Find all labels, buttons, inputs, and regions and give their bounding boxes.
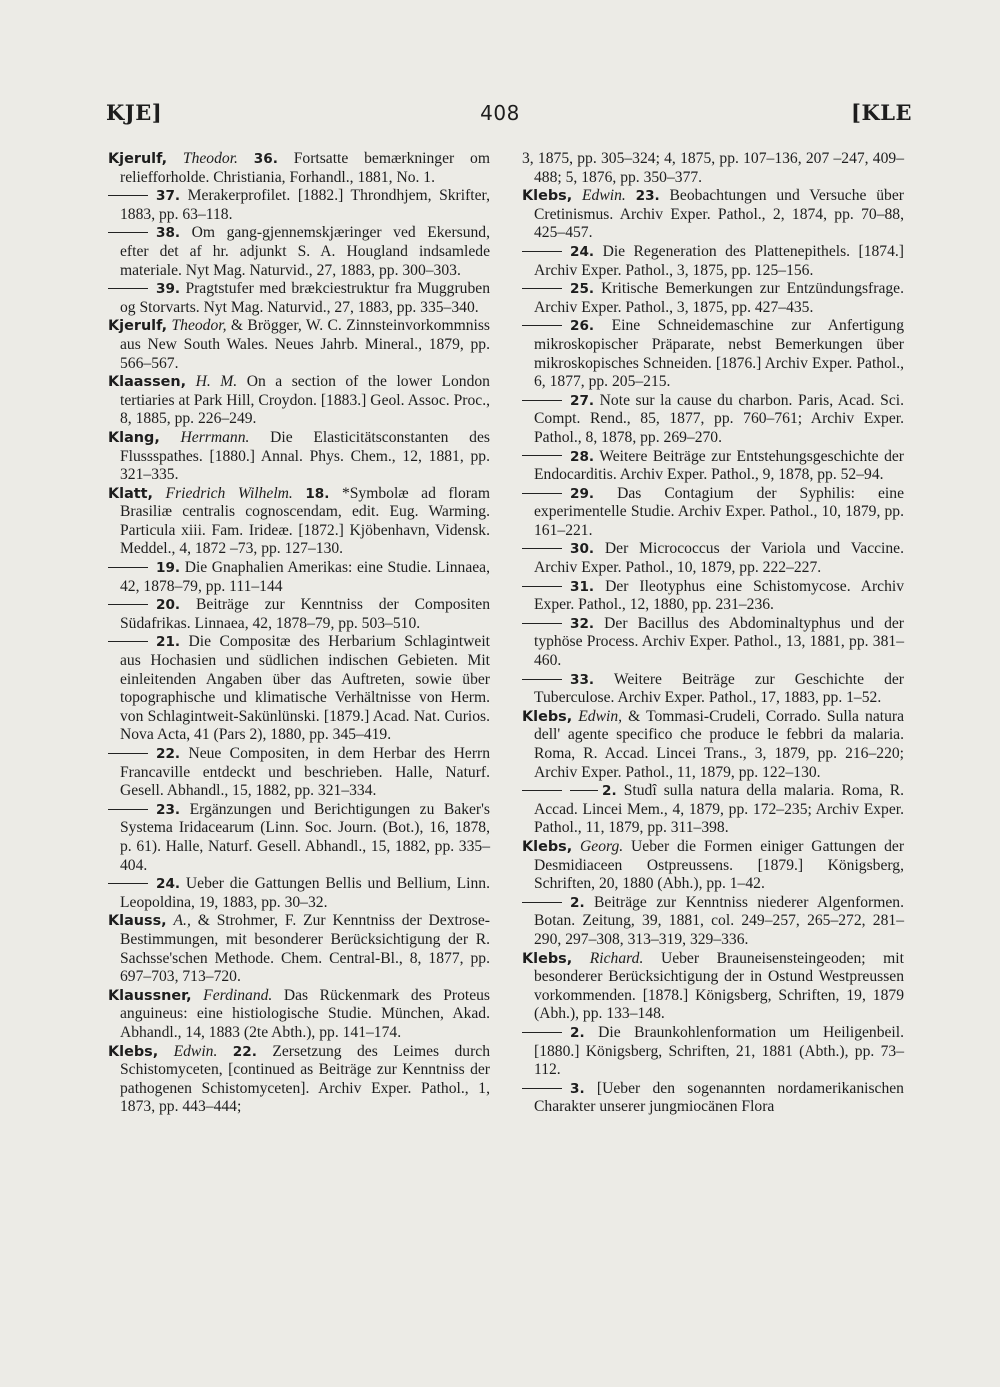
bibliography-entry — [522, 317, 904, 391]
entry-text: Fortsatte bemærkninger om reliefforholde. Christiania, Forhandl., 1881, No. 1. — [120, 150, 490, 186]
bibliography-entry — [522, 150, 904, 187]
author-given-name: Ferdinand. — [203, 986, 273, 1004]
bibliography-entry — [108, 317, 490, 373]
entry-number: 27. — [570, 392, 595, 409]
author-given-name: A., — [173, 912, 191, 930]
bibliography-entry — [108, 596, 490, 633]
author-given-name: Edwin. — [173, 1042, 218, 1060]
bibliography-entry — [108, 485, 490, 559]
bibliography-entry — [108, 875, 490, 912]
author-name: Kjerulf, — [108, 151, 168, 167]
bibliography-entry — [522, 578, 904, 615]
ditto-dash — [108, 641, 148, 642]
ditto-dash — [522, 251, 562, 252]
author-given-name: Theodor, — [171, 317, 227, 335]
entry-text: Die Braunkohlenformation um Heiligenbeil. [1880.] Königsberg, Schriften, 21, 1881 (Abth.), pp. 73–112. — [534, 1023, 904, 1079]
entry-text: & Brögger, W. C. Zinnsteinvorkommniss aus New South Wales. Neues Jahrb. Mineral., 1879, pp. 566–567. — [120, 317, 491, 372]
entry-number: 38. — [156, 225, 181, 242]
ditto-dash — [570, 790, 598, 791]
entry-number: 26. — [570, 318, 595, 335]
bibliography-entry — [522, 392, 904, 448]
bibliography-entry — [108, 633, 490, 745]
bibliography-entry — [108, 429, 490, 485]
entry-text: Eine Schneidemaschine zur Anfertigung mikroskopischer Präparate, nebst Bemerkungen über mikroskopisches Schneiden. [1876.] Archiv Exper. Pathol., 6, 1877, pp. 205–215. — [534, 317, 904, 391]
entry-number: 2. — [602, 783, 617, 800]
entry-text: 3, 1875, pp. 305–324; 4, 1875, pp. 107–136, 207 –247, 409–488; 5, 1876, pp. 350–377. — [522, 150, 904, 186]
ditto-dash — [522, 586, 562, 587]
entry-number: 2. — [570, 1024, 585, 1041]
ditto-dash — [522, 493, 562, 494]
entry-text: Ueber die Formen einiger Gattungen der Desmidiaceen Ostpreussens. [1879.] Königsberg, Schriften, 20, 1880 (Abh.), pp. 1–42. — [534, 837, 905, 893]
bibliography-entry — [108, 559, 490, 596]
bibliography-entry — [108, 801, 490, 875]
author-given-name: Theodor. — [182, 150, 238, 167]
entry-text: Merakerprofilet. [1882.] Throndhjem, Skrifter, 1883, pp. 63–118. — [120, 187, 490, 223]
entry-text: [Ueber den sogenannten nordamerikanischen Charakter unserer jungmiocänen Flora — [534, 1079, 904, 1116]
bibliography-entry — [522, 671, 904, 708]
entry-number: 36. — [253, 151, 278, 167]
entry-text: Das Contagium der Syphilis: eine experimentelle Studie. Archiv Exper. Pathol., 10, 1879, pp. 161–221. — [534, 484, 904, 539]
entry-number: 3. — [570, 1080, 585, 1097]
author-given-name: Friedrich Wilhelm. — [165, 484, 293, 502]
bibliography-entry — [522, 1024, 904, 1080]
entry-text: Ueber Brauneisensteingeoden; mit besonderer Berücksichtigung der in Ostund Westpreussen vorkommenden. [1878.] Königsberg, Schriften, 19, 1879 (Abh.), pp. 133–148. — [534, 949, 904, 1023]
entry-text: *Symbolæ ad floram Brasiliæ centralis cognoscendam, edit. Eug. Warming. Particula xiii. Fam. Irideæ. [1872.] Kjöbenhavn, Vidensk. Meddel., 4, 1872 –73, pp. 127–130. — [120, 484, 490, 558]
bibliography-entry — [108, 280, 490, 317]
entry-number: 18. — [305, 485, 330, 502]
entry-text: Die Regeneration des Plattenepithels. [1874.] Archiv Exper. Pathol., 3, 1875, pp. 125–156. — [534, 242, 904, 279]
bibliography-entry — [522, 615, 904, 671]
entry-text: Beobachtungen und Versuche über Cretinismus. Archiv Exper. Pathol., 2, 1874, pp. 70–88, 425–457. — [534, 187, 904, 242]
author-name: Klebs, — [108, 1043, 159, 1060]
entry-text: Note sur la cause du charbon. Paris, Acad. Sci. Compt. Rend., 85, 1877, pp. 760–761; Archiv Exper. Pathol., 8, 1878, pp. 269–270. — [534, 391, 904, 446]
bibliography-entry — [522, 708, 904, 782]
entry-number: 23. — [635, 188, 660, 205]
author-name: Klebs, — [522, 838, 573, 855]
ditto-dash — [108, 567, 148, 568]
entry-text: Beiträge zur Kenntniss niederer Algenformen. Botan. Zeitung, 39, 1881, col. 249–257, 265–272, 281–290, 297–308, 313–319, 329–336. — [534, 893, 904, 948]
entry-text: Weitere Beiträge zur Entstehungsgeschichte der Endocarditis. Archiv Exper. Pathol., 9, 1878, pp. 52–94. — [534, 447, 904, 484]
author-name: Klebs, — [522, 950, 573, 967]
entry-text: Die Compositæ des Herbarium Schlagintweit aus Hochasien und südlichen indischen Gebieten. Mit einleitenden Angaben über das Auftreten, sowie über topographische und klimatische Verhältnisse von Herm. von Schlagintweit-Sakünlünski. [1879.] Acad. Nat. Curios. Nova Acta, 41 (Pars 2), 1880, pp. 345–419. — [120, 633, 490, 744]
ditto-dash — [108, 809, 148, 810]
entry-text: Zersetzung des Leimes durch Schistomyceten, [continued as Beiträge zur Kenntniss der pathogenen Schistomyceten]. Archiv Exper. Pathol., 1, 1873, pp. 443–444; — [120, 1042, 491, 1116]
bibliography-entry — [108, 373, 490, 429]
entry-number: 25. — [570, 281, 595, 298]
author-name: Klauss, — [108, 913, 167, 930]
author-given-name: Edwin. — [582, 187, 626, 205]
entry-number: 24. — [570, 243, 595, 260]
entry-text: Das Rückenmark des Proteus anguineus: eine histiologische Studie. München, Akad. Abhandl., 14, 1883 (2te Abth.), pp. 141–174. — [120, 986, 490, 1041]
author-name: Klaussner, — [108, 987, 192, 1004]
author-name: Klebs, — [522, 708, 573, 725]
bibliography-entry — [108, 1043, 490, 1117]
author-given-name: Herrmann. — [180, 428, 250, 446]
left-column — [108, 150, 490, 1117]
author-name: Klang, — [108, 429, 160, 446]
entry-number: 20. — [156, 597, 181, 614]
entry-number: 32. — [570, 615, 595, 632]
entry-text: Studî sulla natura della malaria. Roma, R. Accad. Lincei Mem., 4, 1879, pp. 172–235; Archiv Exper. Pathol., 11, 1879, pp. 311–398. — [534, 782, 904, 837]
entry-number: 23. — [156, 801, 181, 818]
entry-number: 22. — [156, 746, 181, 762]
ditto-dash — [522, 548, 562, 549]
bibliography-entry — [522, 540, 904, 577]
bibliography-entry — [522, 894, 904, 950]
entry-number: 33. — [570, 671, 595, 688]
entry-number: 31. — [570, 578, 595, 595]
entry-number: 24. — [156, 876, 181, 893]
entry-text: Om gang-gjennemskjæringer ved Ekersund, efter det af hr. adjunkt S. A. Hougland indsamlede materiale. Nyt Mag. Naturvid., 27, 1883, pp. 300–303. — [120, 224, 490, 279]
author-given-name: Richard. — [589, 949, 644, 967]
ditto-dash — [108, 604, 148, 605]
ditto-dash — [108, 195, 148, 196]
bibliography-entry — [108, 745, 490, 801]
ditto-dash — [522, 790, 562, 791]
entry-text: Pragtstufer med brækciestruktur fra Muggruben og Storvarts. Nyt Mag. Naturvid., 27, 1883, pp. 335–340. — [120, 280, 490, 316]
bibliography-entry — [522, 187, 904, 243]
bibliography-entry — [522, 485, 904, 541]
ditto-dash — [522, 455, 562, 456]
entry-number: 37. — [156, 188, 181, 205]
running-head-right: [KLE — [851, 100, 912, 125]
bibliography-entry — [108, 187, 490, 224]
ditto-dash — [108, 288, 148, 289]
ditto-dash — [108, 232, 148, 233]
entry-text: Der Ileotyphus eine Schistomycose. Archiv Exper. Pathol., 12, 1880, pp. 231–236. — [534, 577, 904, 614]
entry-number: 21. — [156, 634, 181, 651]
entry-text: Der Bacillus des Abdominaltyphus und der typhöse Process. Archiv Exper. Pathol., 13, 1881, pp. 381–460. — [534, 614, 904, 670]
ditto-dash — [108, 883, 148, 884]
entry-text: Kritische Bemerkungen zur Entzündungsfrage. Archiv Exper. Pathol., 3, 1875, pp. 427–435. — [534, 280, 904, 316]
running-head-left: KJE] — [106, 100, 163, 125]
ditto-dash — [522, 325, 562, 326]
ditto-dash — [522, 1088, 562, 1089]
entry-number: 2. — [570, 894, 585, 911]
bibliography-entry — [522, 950, 904, 1024]
bibliography-entry — [108, 150, 490, 187]
author-name: Klaassen, — [108, 374, 187, 391]
ditto-dash — [522, 679, 562, 680]
entry-text: Der Micrococcus der Variola und Vaccine. Archiv Exper. Pathol., 10, 1879, pp. 222–227. — [534, 540, 904, 577]
bibliography-entry — [108, 912, 490, 986]
entry-text: Ergänzungen und Berichtigungen zu Baker's Systema Iridacearum (Linn. Soc. Journ. (Bot.), 16, 1878, p. 61). Halle, Naturf. Gesell. Abhandl., 15, 1882, pp. 335–404. — [120, 800, 490, 874]
entry-text: Neue Compositen, in dem Herbar des Herrn Francaville entdeckt und beschrieben. Halle, Naturf. Gesell. Abhandl., 15, 1882, pp. 321–334. — [120, 745, 490, 800]
ditto-dash — [522, 400, 562, 401]
author-given-name: H. M. — [195, 373, 238, 391]
bibliography-entry — [108, 224, 490, 280]
bibliography-entry — [108, 987, 490, 1043]
page-number: 408 — [480, 101, 520, 125]
ditto-dash — [522, 288, 562, 289]
bibliography-entry — [522, 448, 904, 485]
ditto-dash — [108, 753, 148, 754]
entry-text: & Strohmer, F. Zur Kenntniss der Dextrose-Bestimmungen, mit besonderer Berücksichtigung der R. Sachsse'schen Methode. Chem. Central-Bl., 8, 1877, pp. 697–703, 713–720. — [120, 912, 490, 986]
author-given-name: Edwin, — [578, 707, 623, 725]
entry-number: 19. — [156, 560, 181, 577]
author-given-name: Georg. — [580, 837, 624, 855]
entry-number: 30. — [570, 541, 595, 558]
ditto-dash — [522, 1032, 562, 1033]
entry-text: & Tommasi-Crudeli, Corrado. Sulla natura dell' agente specifico che produce le febbri da malaria. Roma, R. Accad. Lincei Trans., 3, 1879, pp. 216–220; Archiv Exper. Pathol., 11, 1879, pp. 122–130. — [534, 707, 905, 781]
entry-text: On a section of the lower London tertiaries at Park Hill, Croydon. [1883.] Geol. Assoc. Proc., 8, 1885, pp. 226–249. — [120, 373, 490, 428]
right-column — [522, 150, 904, 1117]
entry-text: Die Gnaphalien Amerikas: eine Studie. Linnaea, 42, 1878–79, pp. 111–144 — [120, 559, 490, 595]
entry-number: 39. — [156, 281, 181, 298]
entry-number: 28. — [570, 448, 595, 465]
entry-text: Weitere Beiträge zur Geschichte der Tuberculose. Archiv Exper. Pathol., 17, 1883, pp. 1–52. — [534, 670, 904, 707]
bibliography-entry — [522, 280, 904, 317]
ditto-dash — [522, 902, 562, 903]
entry-number: 29. — [570, 485, 595, 502]
entry-text: Die Elasticitätsconstanten des Flussspathes. [1880.] Annal. Phys. Chem., 12, 1881, pp. 321–335. — [120, 428, 490, 484]
entry-number: 22. — [232, 1043, 257, 1060]
bibliography-entry — [522, 243, 904, 280]
bibliography-entry — [522, 1080, 904, 1117]
author-name: Klebs, — [522, 188, 573, 205]
bibliography-entry — [522, 838, 904, 894]
entry-text: Beiträge zur Kenntniss der Compositen Südafrikas. Linnaea, 42, 1878–79, pp. 503–510. — [120, 596, 490, 632]
author-name: Klatt, — [108, 485, 154, 502]
ditto-dash — [522, 623, 562, 624]
bibliography-entry — [522, 782, 904, 838]
author-name: Kjerulf, — [108, 318, 168, 335]
entry-text: Ueber die Gattungen Bellis und Bellium, Linn. Leopoldina, 19, 1883, pp. 30–32. — [120, 875, 490, 911]
